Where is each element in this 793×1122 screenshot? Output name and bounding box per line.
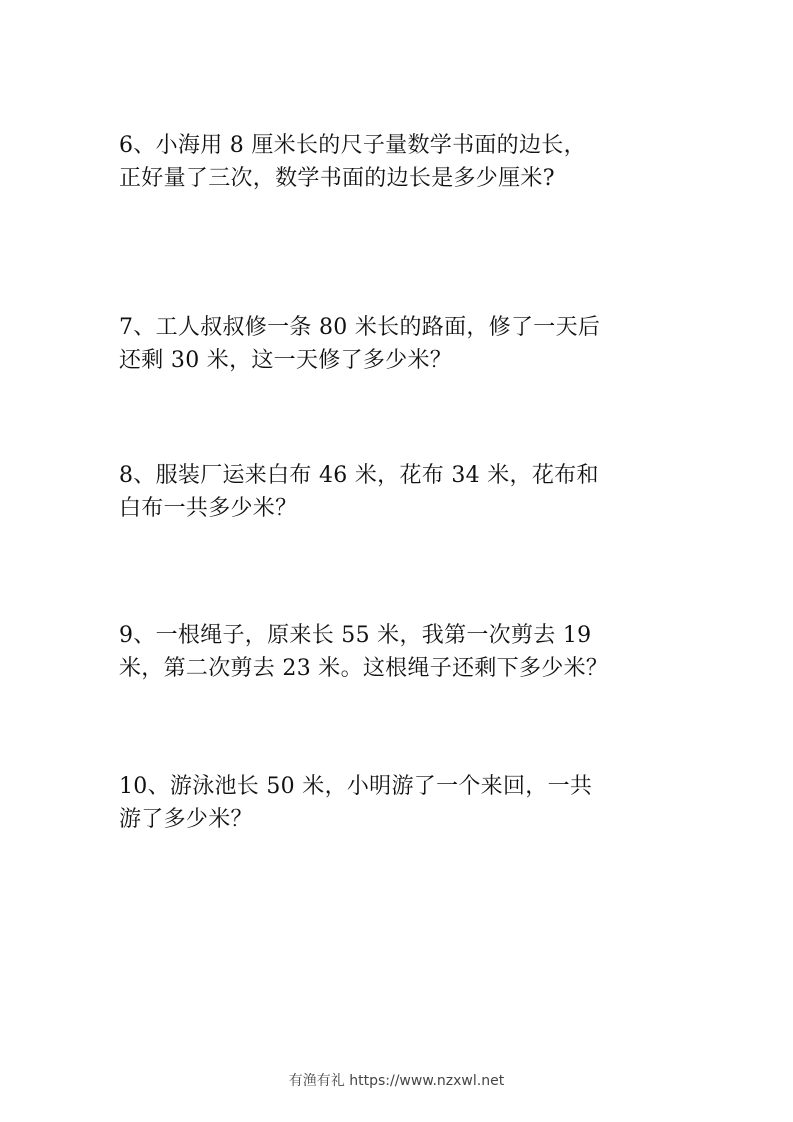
problem-6 [119,129,649,195]
problem-7 [119,311,649,377]
problem-7-line-1: 7、工人叔叔修一条 80 米长的路面，修了一天后 [119,315,601,340]
problem-8 [119,459,649,525]
problem-10-line-2: 游了多少米？ [119,807,253,832]
problem-7-line-2: 还剩 30 米，这一天修了多少米？ [119,348,453,373]
problem-10 [119,770,649,836]
problem-6-line-2: 正好量了三次，数学书面的边长是多少厘米? [119,166,555,191]
problem-9-line-1: 9、一根绳子，原来长 55 米，我第一次剪去 19 [119,623,592,648]
problem-8-line-1: 8、服装厂运来白布 46 米，花布 34 米，花布和 [119,463,599,488]
problem-6-line-1: 6、小海用 8 厘米长的尺子量数学书面的边长， [119,133,586,158]
problem-9-line-2: 米，第二次剪去 23 米。这根绳子还剩下多少米？ [119,656,609,681]
problem-10-line-1: 10、游泳池长 50 米，小明游了一个来回，一共 [119,774,593,799]
problem-8-line-2: 白布一共多少米？ [119,496,298,521]
footer-watermark: 有渔有礼 https://www.nzxwl.net [288,1073,505,1089]
problem-9 [119,619,649,685]
